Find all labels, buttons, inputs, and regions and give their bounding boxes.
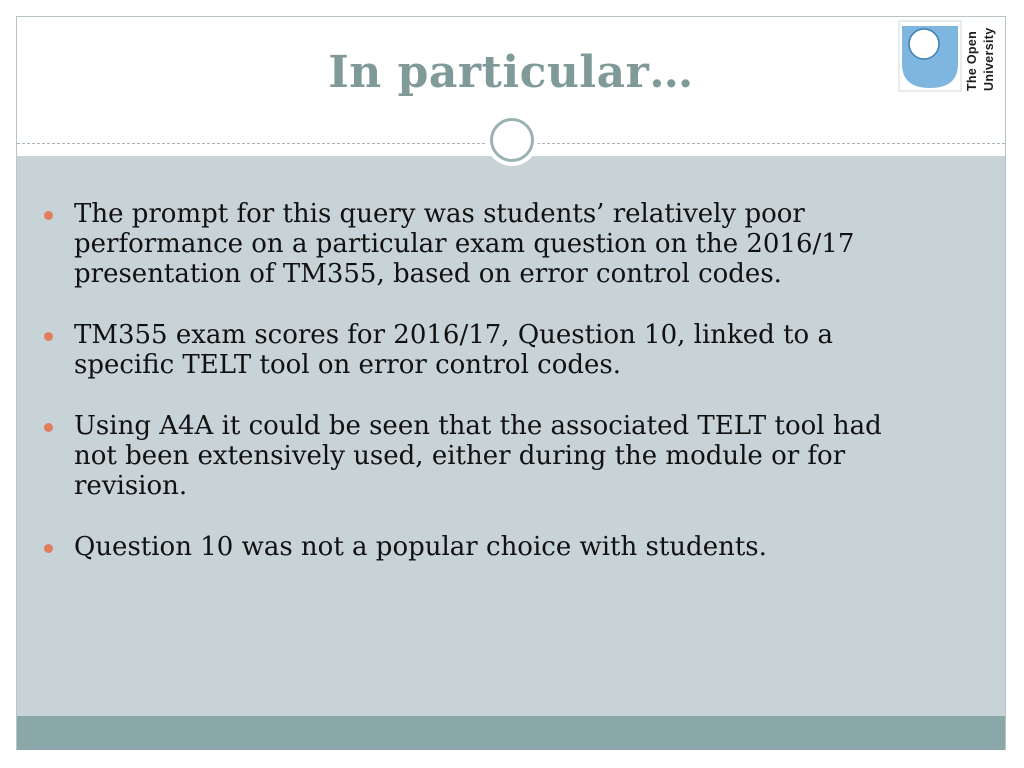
logo-wordmark <box>962 20 1002 92</box>
bullet-item <box>42 532 922 562</box>
bullet-text: Question 10 was not a popular choice with students. <box>74 532 767 562</box>
bullet-text: Using A4A it could be seen that the associated TELT tool had not been extensively used, either during the module or for revision. <box>74 411 882 501</box>
bullet-item <box>42 320 922 380</box>
open-university-logo-icon <box>898 20 962 92</box>
bullet-list <box>42 199 922 593</box>
bullet-item <box>42 199 922 289</box>
open-university-logo <box>898 20 1004 96</box>
bullet-item <box>42 411 922 501</box>
divider-ring-ornament <box>486 114 538 166</box>
slide-title: In particular… <box>328 47 694 98</box>
logo-text-line1: The Open <box>965 30 979 91</box>
bullet-dot-icon <box>44 544 53 553</box>
footer-bar <box>17 716 1005 750</box>
bullet-text: The prompt for this query was students’ relatively poor performance on a particular exam question on the 2016/17 presentation of TM355, based on error control codes. <box>74 199 855 289</box>
divider-ring-inner <box>490 118 534 162</box>
bullet-dot-icon <box>44 332 53 341</box>
bullet-text: TM355 exam scores for 2016/17, Question 10, linked to a specific TELT tool on error control codes. <box>74 320 833 380</box>
logo-text-line2: University <box>982 27 996 91</box>
bullet-dot-icon <box>44 211 53 220</box>
bullet-dot-icon <box>44 423 53 432</box>
